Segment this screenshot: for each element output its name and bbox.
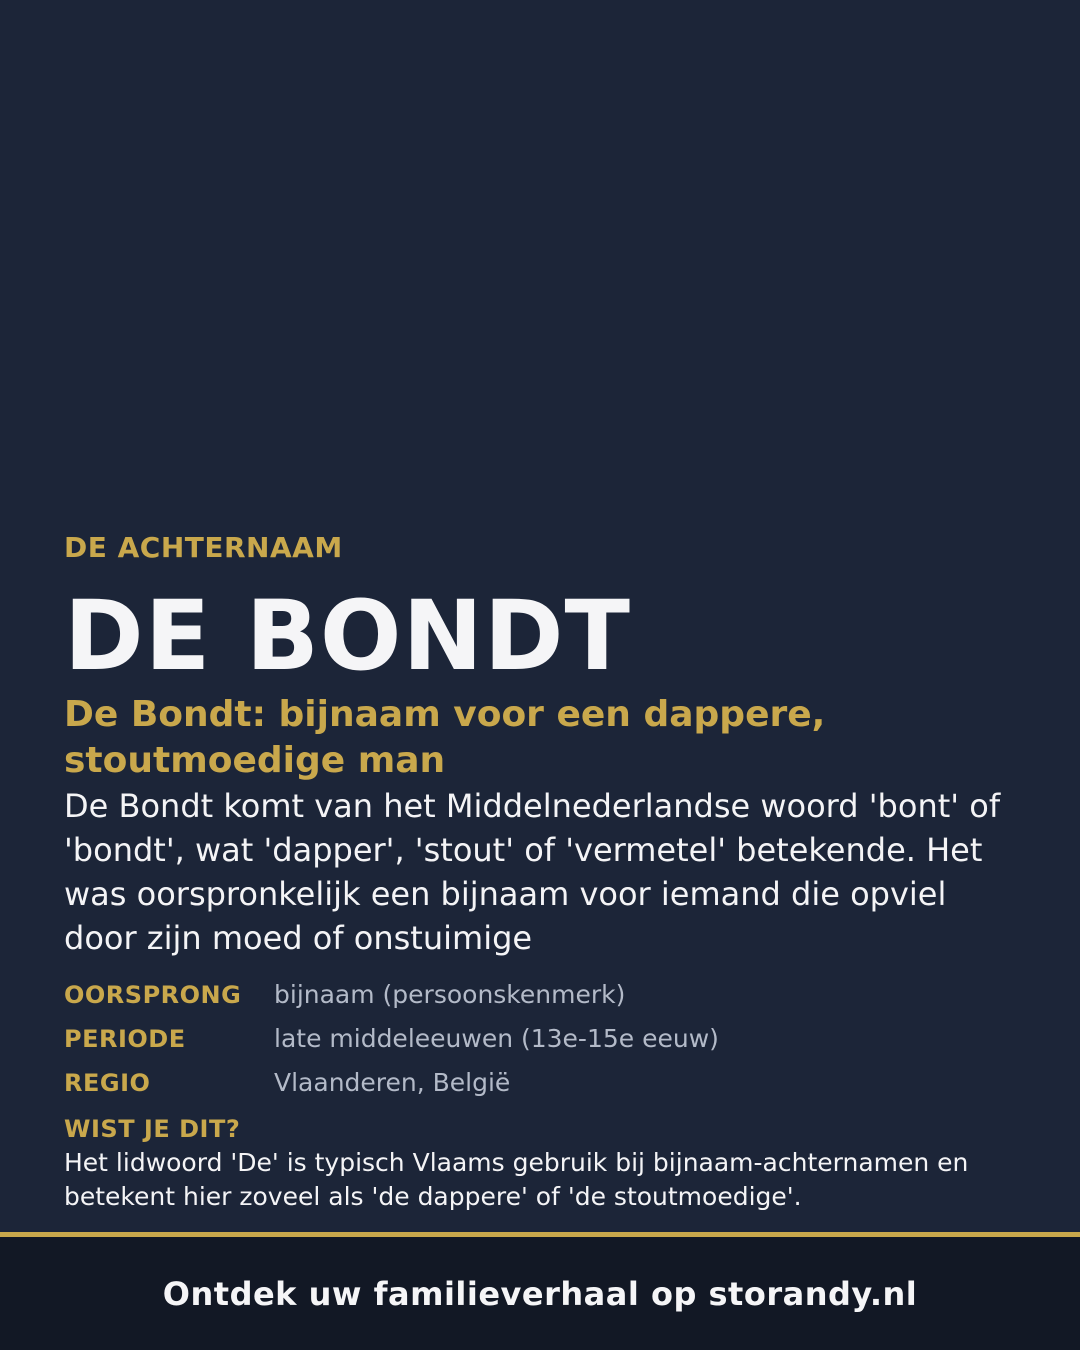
surname-subtitle: De Bondt: bijnaam voor een dappere, stoutmoedige man [64, 694, 826, 781]
fact-row-period [64, 1024, 1014, 1068]
fact-row-origin [64, 980, 1014, 1024]
did-you-know-text: Het lidwoord 'De' is typisch Vlaams gebruik bij bijnaam-achternamen en betekent hier zoveel als 'de dappere' of 'de stoutmoedige'. [64, 1148, 969, 1211]
fact-value: Vlaanderen, België [274, 1068, 511, 1097]
surname-title: DE BONDT [64, 580, 631, 692]
fact-label: REGIO [64, 1069, 151, 1097]
fact-value: bijnaam (persoonskenmerk) [274, 980, 626, 1009]
surname-description: De Bondt komt van het Middelnederlandse woord 'bont' of 'bondt', wat 'dapper', 'stout' of 'vermetel' betekende. Het was oorspronkelijk een bijnaam voor iemand die opviel door zijn moed of onstuimige [64, 787, 1001, 957]
fact-value: late middeleeuwen (13e-15e eeuw) [274, 1024, 719, 1053]
eyebrow-label: DE ACHTERNAAM [64, 531, 343, 564]
footer-banner [0, 1237, 1080, 1350]
facts-list [64, 980, 1014, 1112]
fact-row-region [64, 1068, 1014, 1112]
surname-card [64, 528, 1014, 1214]
footer-cta-text: Ontdek uw familieverhaal op storandy.nl [162, 1274, 918, 1313]
fact-label: PERIODE [64, 1025, 186, 1053]
fact-label: OORSPRONG [64, 981, 242, 1009]
did-you-know-label: WIST JE DIT? [64, 1115, 241, 1143]
